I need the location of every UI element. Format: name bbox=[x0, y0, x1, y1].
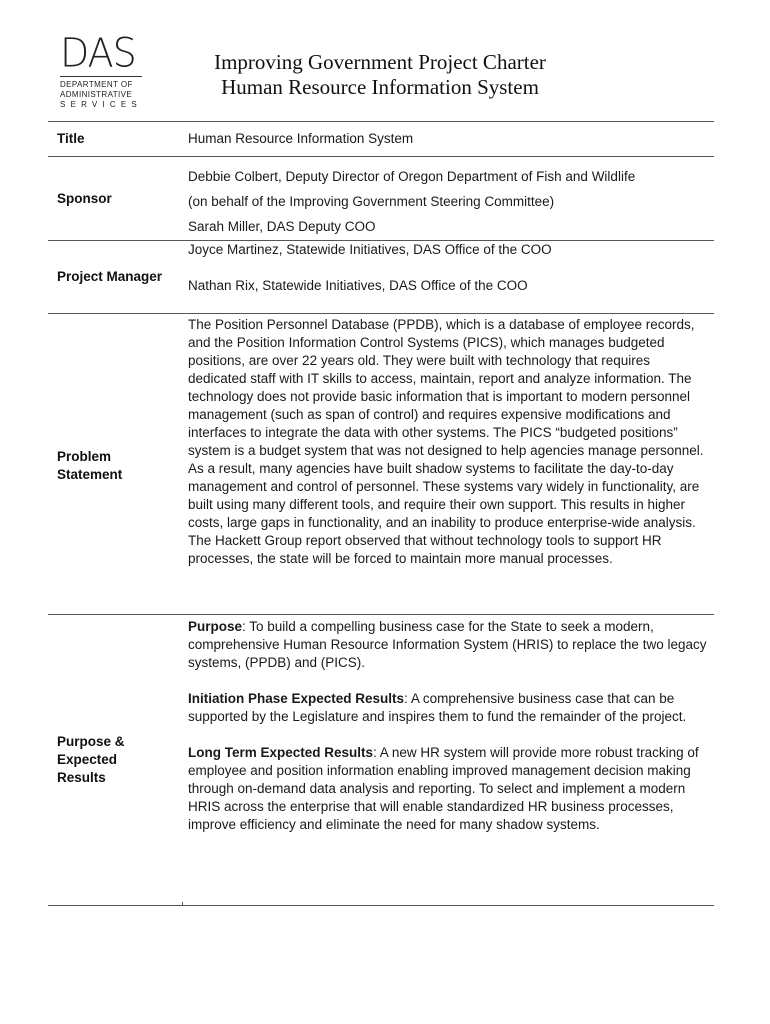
row-value bbox=[182, 314, 714, 614]
row-purpose-results bbox=[48, 615, 714, 906]
logo-line-3: SERVICES bbox=[60, 100, 142, 109]
label-project-manager: Project Manager bbox=[57, 269, 163, 284]
row-label bbox=[48, 314, 182, 614]
label-purpose-1: Purpose & bbox=[57, 734, 125, 749]
row-project-manager bbox=[48, 241, 714, 314]
label-problem-1: Problem bbox=[57, 449, 112, 464]
logo-line-2: ADMINISTRATIVE bbox=[60, 90, 133, 99]
longterm-paragraph bbox=[188, 744, 708, 834]
row-value bbox=[182, 615, 714, 905]
pm-line-2: Nathan Rix, Statewide Initiatives, DAS Office of the COO bbox=[188, 278, 528, 293]
row-value bbox=[182, 122, 714, 156]
initiation-lead: Initiation Phase Expected Results bbox=[188, 691, 405, 706]
purpose-lead: Purpose bbox=[188, 619, 243, 634]
row-label bbox=[48, 157, 182, 240]
row-label bbox=[48, 241, 182, 313]
logo-rule bbox=[60, 76, 142, 77]
logo-line-1: DEPARTMENT OF bbox=[60, 80, 133, 89]
das-logo bbox=[60, 29, 160, 110]
initiation-paragraph bbox=[188, 690, 708, 726]
sponsor-line-2: (on behalf of the Improving Government Steering Committee) bbox=[188, 194, 555, 209]
row-problem-statement bbox=[48, 314, 714, 615]
longterm-text: : A new HR system will provide more robust tracking of employee and position information enabling improved management decision making through on-demand data analysis and reporting. To select and implement a modern HRIS across the enterprise that will enable standardized HR business processes, improve efficiency and eliminate the need for many shadow systems. bbox=[188, 745, 699, 832]
row-value bbox=[182, 157, 714, 240]
initiation-text: : A comprehensive business case that can be supported by the Legislature and inspires them to fund the remainder of the project. bbox=[188, 691, 687, 724]
value-title: Human Resource Information System bbox=[188, 131, 414, 146]
charter-table bbox=[48, 121, 714, 906]
purpose-text: : To build a compelling business case for the State to seek a modern, comprehensive Human Resource Information System (HRIS) to replace the two legacy systems, (PPDB) and (PICS). bbox=[188, 619, 707, 670]
longterm-lead: Long Term Expected Results bbox=[188, 745, 374, 760]
sponsor-line-3: Sarah Miller, DAS Deputy COO bbox=[188, 219, 376, 234]
label-sponsor: Sponsor bbox=[57, 190, 112, 206]
column-divider-tick bbox=[182, 902, 183, 906]
sponsor-line-1: Debbie Colbert, Deputy Director of Oregon Department of Fish and Wildlife bbox=[188, 169, 636, 184]
label-purpose-3: Results bbox=[57, 770, 106, 785]
row-value bbox=[182, 241, 714, 313]
row-title bbox=[48, 122, 714, 157]
document-title bbox=[180, 50, 580, 100]
pm-line-1: Joyce Martinez, Statewide Initiatives, DAS Office of the COO bbox=[188, 242, 552, 257]
label-problem-2: Statement bbox=[57, 467, 123, 482]
label-title: Title bbox=[57, 131, 85, 146]
title-line-2: Human Resource Information System bbox=[221, 75, 539, 99]
row-label bbox=[48, 615, 182, 905]
label-purpose-2: Expected bbox=[57, 752, 118, 767]
row-label bbox=[48, 122, 182, 156]
row-sponsor bbox=[48, 157, 714, 241]
title-line-1: Improving Government Project Charter bbox=[214, 50, 546, 74]
purpose-paragraph bbox=[188, 618, 708, 672]
problem-text: The Position Personnel Database (PPDB), which is a database of employee records, and the Position Information Control Systems (PICS), which manages budgeted positions, are over 22 years old. They were built with technology that requires dedicated staff with IT skills to access, maintain, report and analyze information. The technology does not provide basic information that is important to modern personnel management (such as span of control) and requires expensive modifications and interfaces to integrate the data with other systems. The PICS “budgeted positions” system is a budget system that was not designed to help agencies manage personnel. As a result, many agencies have built shadow systems to facilitate the day-to-day management and control of personnel. These systems vary widely in functionality, are built using many different tools, and require their own support. This results in higher costs, large gaps in functionality, and an inability to produce enterprise-wide analysis. The Hackett Group report observed that without technology tools to support HR processes, the state will be forced to maintain more manual processes. bbox=[188, 317, 704, 566]
logo-mark: DAS bbox=[60, 29, 136, 77]
